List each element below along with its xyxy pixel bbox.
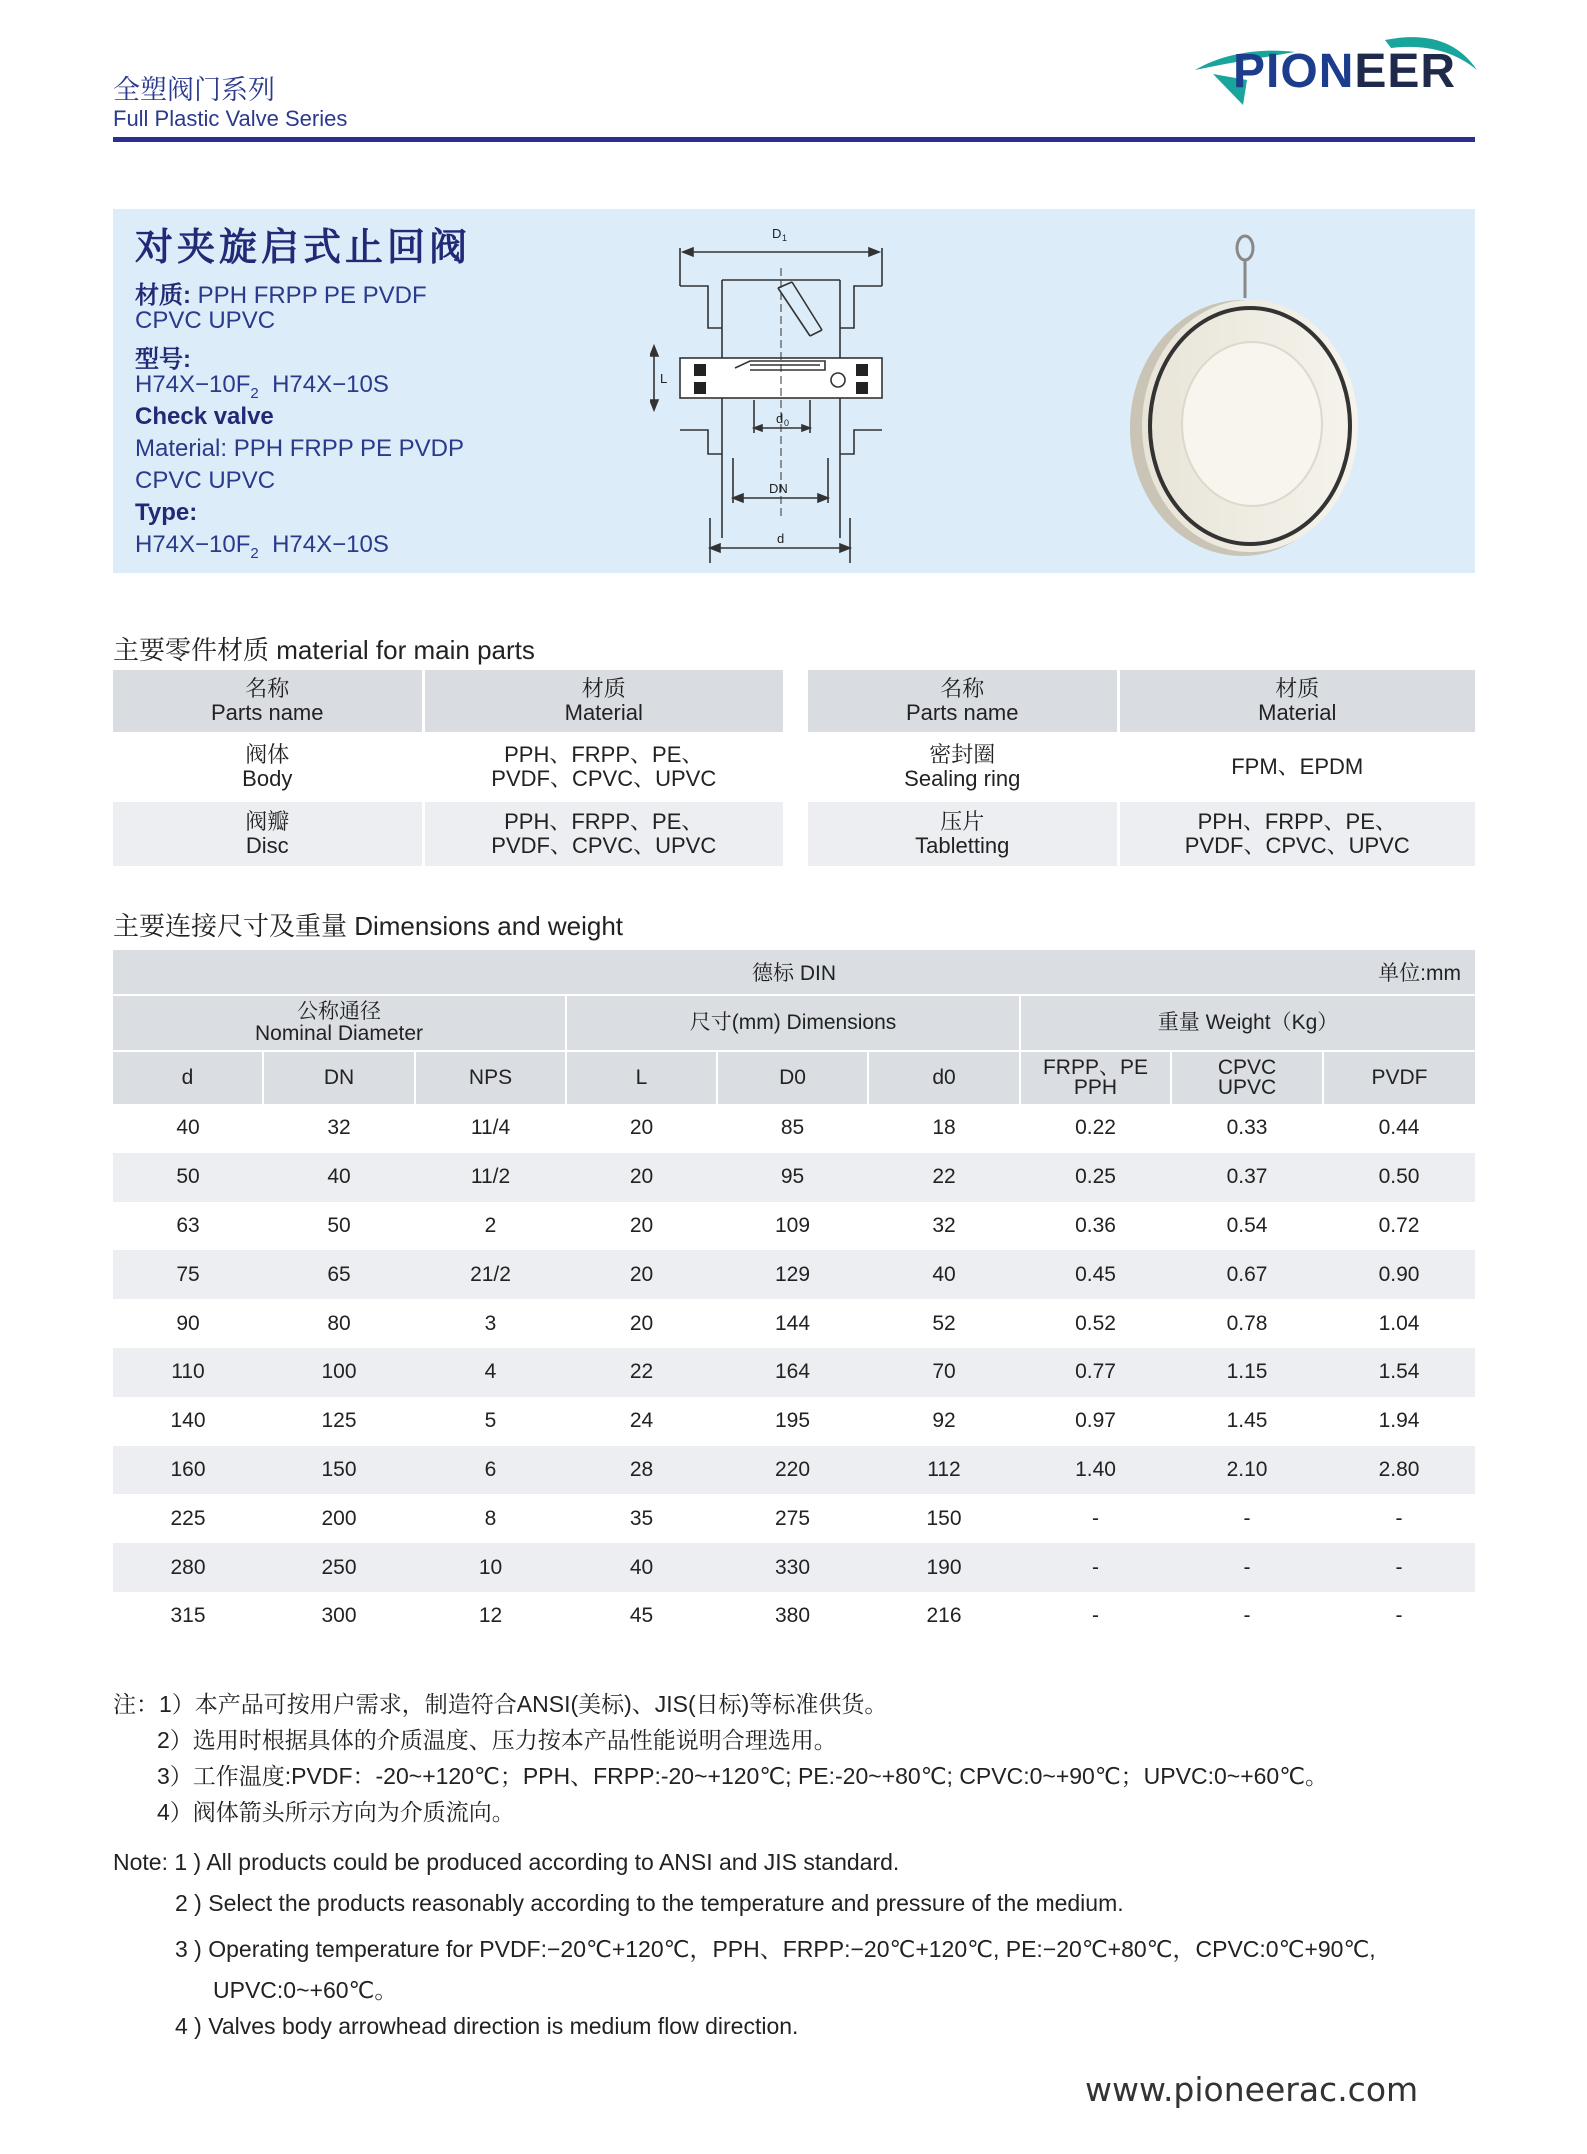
table-cell: - [1171,1494,1323,1543]
table-cell: 0.36 [1020,1202,1171,1251]
table-cell: 190 [868,1543,1020,1592]
material-line: PPH、FRPP、PE、 [504,809,704,834]
table-cell: 4 [415,1348,566,1397]
type-b: H74X−10S [272,371,389,398]
material-line-en: Material: PPH FRPP PE PVDP [135,435,464,462]
table-cell: 40 [263,1153,415,1202]
col-l: L [566,1051,717,1104]
table-cell: 12 [415,1592,566,1641]
table-cell: 95 [717,1153,868,1202]
table-cell: 8 [415,1494,566,1543]
part-material [1118,733,1475,801]
note-en-1: Note: 1 ) All products could be produced according to ANSI and JIS standard. [113,1849,900,1875]
table-cell: 20 [566,1250,717,1299]
note-cn-3: 3）工作温度:PVDF：-20~+120℃；PPH、FRPP:-20~+120℃; PE:-20~+80℃; CPVC:0~+90℃；UPVC:0~+60℃。 [157,1763,1329,1789]
table-row [113,1202,1475,1251]
table-cell: 40 [868,1250,1020,1299]
col-d0-inner: d0 [868,1051,1020,1104]
table-cell: 11/2 [415,1153,566,1202]
table-cell: 6 [415,1446,566,1495]
dims-heading: 主要连接尺寸及重量 Dimensions and weight [113,911,624,941]
table-cell: 50 [113,1153,263,1202]
col-d: d [113,1051,263,1104]
label-d1: D [772,226,782,241]
col-weight-frpp [1020,1051,1171,1104]
product-name-en-text: Check valve [135,403,274,430]
table-cell: - [1020,1494,1171,1543]
label-d0-sub: 0 [784,418,790,428]
part-en: Body [242,766,293,791]
material-line: PVDF、CPVC、UPVC [491,766,717,791]
table-cell: 1.04 [1323,1299,1475,1348]
table-cell: 275 [717,1494,868,1543]
material-line-cn [135,275,427,310]
part-body [113,733,423,801]
table-cell: 280 [113,1543,263,1592]
header-cn: 材质 [1275,676,1320,701]
material-line: PPH、FRPP、PE、 [1197,809,1397,834]
standard-row [113,950,1475,995]
table-cell: 100 [263,1348,415,1397]
dimensions-table [113,950,1475,1641]
table-cell: 225 [113,1494,263,1543]
part-disc [113,801,423,866]
table-cell: 32 [263,1104,415,1153]
header-en: Material [1258,700,1337,725]
table-row [113,1494,1475,1543]
table-cell: 0.54 [1171,1202,1323,1251]
header-parts-name [113,670,423,733]
series-title-en: Full Plastic Valve Series [113,106,348,131]
note-en-3: 3 ) Operating temperature for PVDF:−20℃+120℃，PPH、FRPP:−20℃+120℃, PE:−20℃+80℃，CPVC:0℃+90℃, [175,1936,1376,1962]
part-sealing-ring [808,733,1118,801]
table-cell: 2.80 [1323,1446,1475,1495]
table-cell: 144 [717,1299,868,1348]
table-cell: 380 [717,1592,868,1641]
table-cell: 3 [415,1299,566,1348]
unit-label: 单位:mm [1378,962,1461,985]
table-cell: - [1323,1494,1475,1543]
table-row [113,1250,1475,1299]
material-label-cn: 材质: [135,282,191,309]
table-cell: - [1323,1543,1475,1592]
table-cell: 150 [868,1494,1020,1543]
table-cell: - [1020,1592,1171,1641]
table-cell: 75 [113,1250,263,1299]
valve-photo [1130,228,1360,558]
table-cell: 22 [868,1153,1020,1202]
table-cell: 0.22 [1020,1104,1171,1153]
table-cell: 0.72 [1323,1202,1475,1251]
table-cell: 0.50 [1323,1153,1475,1202]
type-label-cn-text: 型号: [135,346,191,373]
table-cell: 1.40 [1020,1446,1171,1495]
table-cell: 0.52 [1020,1299,1171,1348]
table-cell: 65 [263,1250,415,1299]
table-cell: 11/4 [415,1104,566,1153]
table-cell: 20 [566,1153,717,1202]
table-cell: 0.44 [1323,1104,1475,1153]
group-weight: 重量 Weight（Kg） [1020,995,1475,1051]
product-name-en [135,403,274,431]
table-cell: 52 [868,1299,1020,1348]
part-material [423,733,783,801]
part-en: Sealing ring [904,766,1021,791]
type-b-en: H74X−10S [272,531,389,558]
table-row [113,1446,1475,1495]
group-nominal [113,995,566,1051]
table-row [113,1299,1475,1348]
col-nps: NPS [415,1051,566,1104]
table-row [113,1348,1475,1397]
material-line2-cn: CPVC UPVC [135,307,276,334]
header-cn: 名称 [940,676,985,701]
table-row [113,1397,1475,1446]
table-cell: 40 [566,1543,717,1592]
table-cell: 125 [263,1397,415,1446]
table-row [113,1153,1475,1202]
group-dimensions: 尺寸(mm) Dimensions [566,995,1020,1051]
table-cell: - [1171,1543,1323,1592]
table-cell: 92 [868,1397,1020,1446]
website-link[interactable]: www.pioneerac.com [1085,2070,1419,2109]
part-cn: 压片 [940,809,985,834]
table-cell: 220 [717,1446,868,1495]
material-line: FPM、EPDM [1231,754,1364,779]
col-dn: DN [263,1051,415,1104]
table-cell: 28 [566,1446,717,1495]
table-cell: 110 [113,1348,263,1397]
table-cell: 140 [113,1397,263,1446]
table-cell: 150 [263,1446,415,1495]
table-cell: - [1171,1592,1323,1641]
note-en-3-cont: UPVC:0~+60℃。 [213,1977,398,2003]
table-cell: 45 [566,1592,717,1641]
table-cell: 0.25 [1020,1153,1171,1202]
table-cell: 0.67 [1171,1250,1323,1299]
material-line: PVDF、CPVC、UPVC [1184,833,1410,858]
table-cell: 2.10 [1171,1446,1323,1495]
table-cell: 20 [566,1299,717,1348]
table-cell: 50 [263,1202,415,1251]
pioneer-logo [1185,30,1485,110]
material-line2-en: CPVC UPVC [135,467,276,494]
part-en: Tabletting [915,833,1010,858]
table-cell: 18 [868,1104,1020,1153]
table-cell: 216 [868,1592,1020,1641]
part-tabletting [808,801,1118,866]
type-values-en [135,531,389,562]
label-d1-sub: 1 [782,233,788,243]
material-line: PPH、FRPP、PE、 [504,742,704,767]
table-cell: 109 [717,1202,868,1251]
table-cell: 5 [415,1397,566,1446]
table-cell: 0.78 [1171,1299,1323,1348]
type-a-sub-en: 2 [250,544,259,562]
material-line: PVDF、CPVC、UPVC [491,833,717,858]
col-weight-cpvc-b: UPVC [1217,1076,1277,1099]
table-row [113,1104,1475,1153]
table-cell: - [1020,1543,1171,1592]
col-weight-frpp-b: PPH [1073,1076,1118,1099]
table-cell: 2 [415,1202,566,1251]
table-row [113,1543,1475,1592]
parts-heading: 主要零件材质 material for main parts [113,635,535,665]
table-cell: 1.15 [1171,1348,1323,1397]
type-a: H74X−10F [135,371,251,398]
type-a-sub: 2 [250,384,259,402]
header-material [423,670,783,733]
col-weight-cpvc [1171,1051,1323,1104]
note-cn-1: 注：1）本产品可按用户需求，制造符合ANSI(美标)、JIS(日标)等标准供货。 [113,1691,888,1717]
label-d: d [777,531,785,546]
table-cell: 35 [566,1494,717,1543]
group-nominal-en: Nominal Diameter [254,1022,424,1045]
header-parts-name [808,670,1118,733]
note-cn-4: 4）阀体箭头所示方向为介质流向。 [157,1799,515,1825]
type-a-en: H74X−10F [135,531,251,558]
note-en-2: 2 ) Select the products reasonably according to the temperature and pressure of the medium. [175,1890,1124,1916]
table-cell: 85 [717,1104,868,1153]
table-cell: 40 [113,1104,263,1153]
logo-text-part: EER [1354,45,1457,98]
table-cell: 330 [717,1543,868,1592]
table-cell: 250 [263,1543,415,1592]
table-cell: 112 [868,1446,1020,1495]
table-cell: 90 [113,1299,263,1348]
label-d0: d [776,411,784,426]
material-values-cn: PPH FRPP PE PVDF [197,282,427,309]
logo-text [1233,44,1456,99]
header-divider [113,137,1475,142]
type-label-en [135,499,197,527]
type-label-en-text: Type: [135,499,198,526]
table-cell: 129 [717,1250,868,1299]
label-l: L [660,371,668,386]
parts-table-left [113,670,783,866]
table-cell: 0.97 [1020,1397,1171,1446]
table-cell: 20 [566,1202,717,1251]
table-cell: 0.77 [1020,1348,1171,1397]
header-cn: 名称 [245,676,290,701]
part-material [1118,801,1475,866]
type-label-cn [135,339,191,374]
table-cell: 63 [113,1202,263,1251]
table-cell: 1.45 [1171,1397,1323,1446]
table-cell: 10 [415,1543,566,1592]
table-cell: 160 [113,1446,263,1495]
table-cell: 0.37 [1171,1153,1323,1202]
part-cn: 密封圈 [929,742,996,767]
col-weight-frpp-a: FRPP、PE [1042,1056,1149,1079]
table-cell: 0.90 [1323,1250,1475,1299]
table-cell: 200 [263,1494,415,1543]
table-cell: 70 [868,1348,1020,1397]
table-cell: 22 [566,1348,717,1397]
parts-table-right [808,670,1475,866]
series-title-cn: 全塑阀门系列 [113,75,275,105]
table-cell: 1.94 [1323,1397,1475,1446]
header-en: Parts name [211,700,324,725]
table-cell: 24 [566,1397,717,1446]
table-cell: 80 [263,1299,415,1348]
part-cn: 阀体 [245,742,290,767]
product-title-cn: 对夹旋启式止回阀 [135,227,472,269]
header-material [1118,670,1475,733]
note-en-4: 4 ) Valves body arrowhead direction is medium flow direction. [175,2013,799,2039]
table-cell: 32 [868,1202,1020,1251]
col-d0-outer: D0 [717,1051,868,1104]
table-cell: 0.33 [1171,1104,1323,1153]
table-cell: - [1323,1592,1475,1641]
valve-section-drawing [650,218,910,563]
table-cell: 20 [566,1104,717,1153]
table-cell: 315 [113,1592,263,1641]
table-cell: 0.45 [1020,1250,1171,1299]
header-cn: 材质 [581,676,626,701]
table-cell: 195 [717,1397,868,1446]
type-values-cn [135,371,389,402]
table-row [113,1592,1475,1641]
table-cell: 1.54 [1323,1348,1475,1397]
col-weight-cpvc-a: CPVC [1217,1056,1277,1079]
part-material [423,801,783,866]
group-nominal-cn: 公称通径 [297,1000,381,1023]
standard-label: 德标 DIN [752,962,836,985]
part-en: Disc [245,833,289,858]
header-en: Parts name [906,700,1019,725]
logo-text-part: PION [1233,45,1355,98]
table-cell: 164 [717,1348,868,1397]
part-cn: 阀瓣 [245,809,290,834]
table-cell: 300 [263,1592,415,1641]
note-cn-2: 2）选用时根据具体的介质温度、压力按本产品性能说明合理选用。 [157,1727,837,1753]
label-dn: DN [769,481,788,496]
header-en: Material [564,700,643,725]
col-weight-pvdf: PVDF [1323,1051,1475,1104]
table-cell: 21/2 [415,1250,566,1299]
